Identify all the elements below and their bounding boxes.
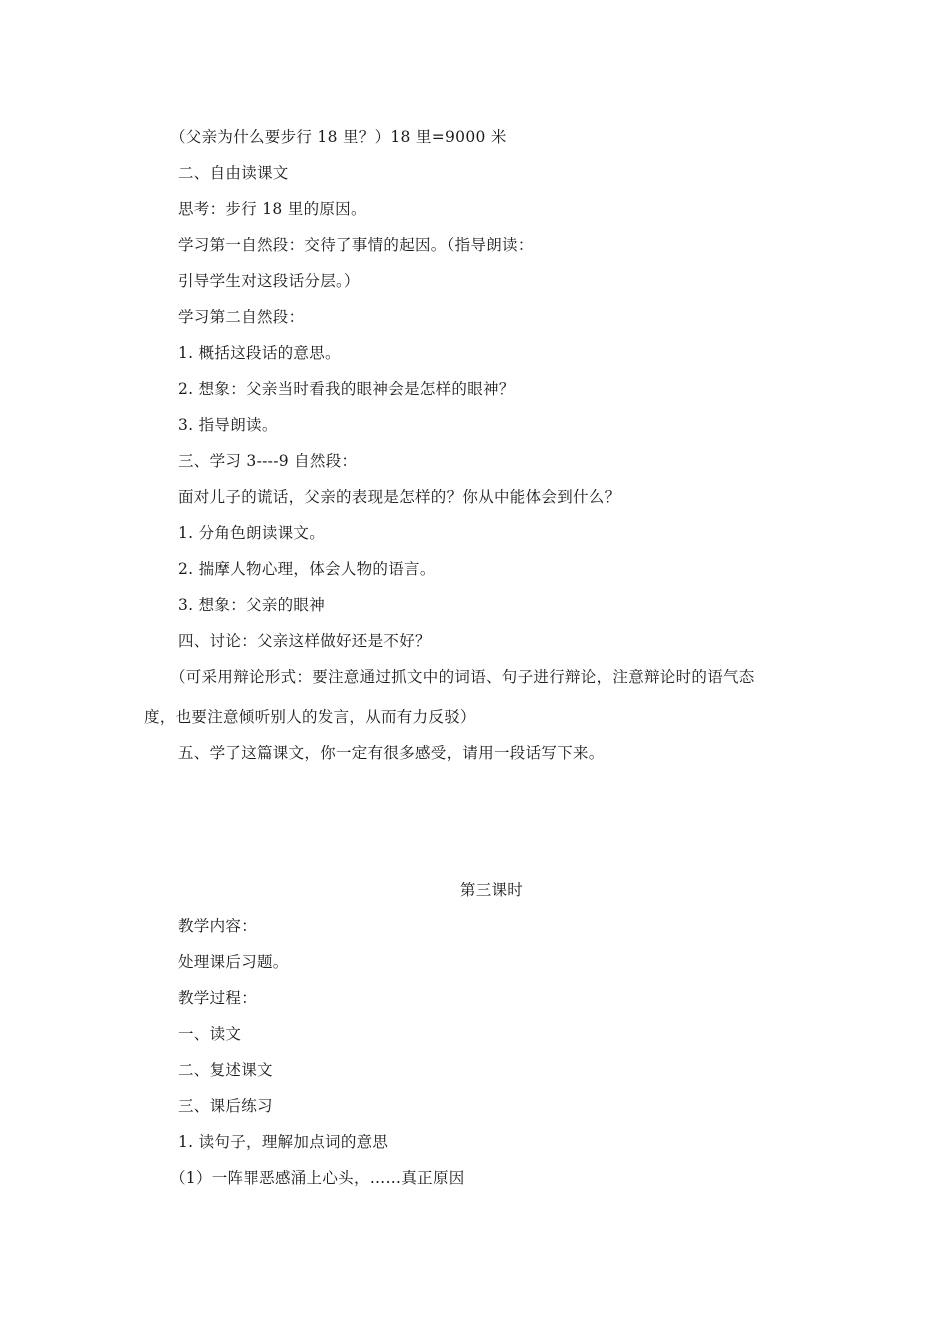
sub-item-line: （1）一阵罪恶感涌上心头，……真正原因 [170,1169,465,1187]
text-line: 处理课后习题。 [178,953,289,971]
text-line: 四、讨论：父亲这样做好还是不好？ [178,632,431,650]
section-heading: 第三课时 [459,881,524,899]
text-line: 3. 指导朗读。 [178,416,278,434]
text-line: 教学内容： [178,917,258,935]
text-line: 三、学习 3----9 自然段： [178,452,358,470]
text-line: 教学过程： [178,989,258,1007]
text-line: 1. 读句子，理解加点词的意思 [178,1133,389,1151]
text-line: 一、读文 [178,1025,242,1043]
text-line: 2. 揣摩人物心理，体会人物的语言。 [178,560,436,578]
paragraph-line: （可采用辩论形式：要注意通过抓文中的词语、句子进行辩论，注意辩论时的语气态 [170,668,755,686]
text-line: 二、自由读课文 [178,164,289,182]
text-line: 引导学生对这段话分层。） [178,272,360,290]
text-line: 思考：步行 18 里的原因。 [178,200,367,218]
text-line: 3. 想象：父亲的眼神 [178,596,326,614]
text-line: 学习第二自然段： [178,308,305,326]
text-line: 1. 分角色朗读课文。 [178,524,326,542]
text-line: 学习第一自然段：交待了事情的起因。（指导朗读： [178,236,534,254]
text-line: 2. 想象：父亲当时看我的眼神会是怎样的眼神？ [178,380,515,398]
text-line: 五、学了这篇课文，你一定有很多感受，请用一段话写下来。 [178,744,605,762]
text-line: 二、复述课文 [178,1061,273,1079]
text-line: 三、课后练习 [178,1097,273,1115]
text-line: （父亲为什么要步行 18 里？）18 里=9000 米 [170,128,507,146]
text-line: 1. 概括这段话的意思。 [178,344,341,362]
paragraph-line-continued: 度，也要注意倾听别人的发言，从而有力反驳） [144,708,476,726]
text-line: 面对儿子的谎话，父亲的表现是怎样的？你从中能体会到什么？ [178,488,621,506]
